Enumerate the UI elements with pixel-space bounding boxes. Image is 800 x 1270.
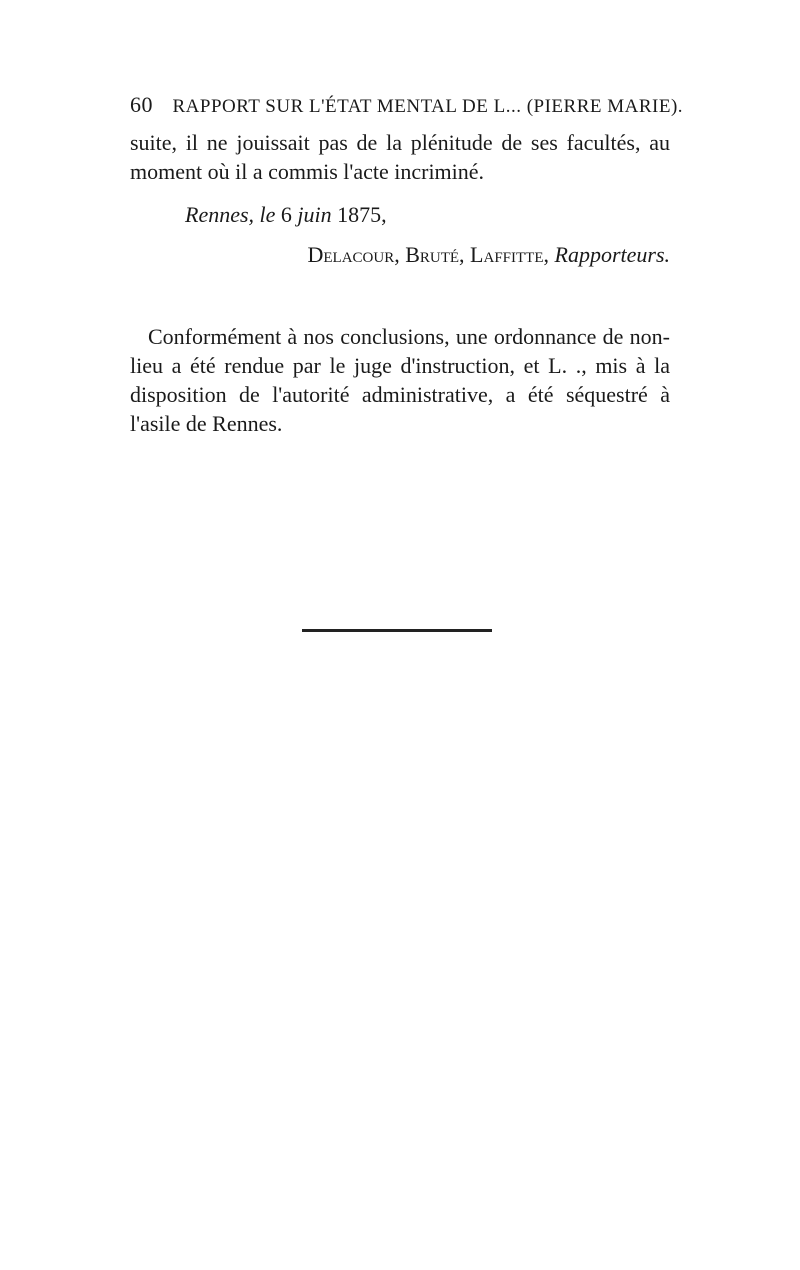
dateline-month: juin <box>297 202 332 227</box>
running-title: RAPPORT SUR L'ÉTAT MENTAL DE L... (PIERRE MARIE). <box>172 96 684 117</box>
dateline-le: le <box>259 202 276 227</box>
section-end-rule <box>302 629 492 632</box>
running-head <box>130 92 684 118</box>
signatory-role: Rapporteurs. <box>554 242 670 267</box>
page-number: 60 <box>130 92 153 117</box>
paragraph-continuation: suite, il ne jouissait pas de la plénitude de ses facultés, au moment où il a commis l'acte incriminé. <box>130 130 670 184</box>
dateline-year: 1875, <box>337 202 387 227</box>
signatory-names: Delacour, Bruté, Laffitte, <box>307 242 549 267</box>
dateline-place: Rennes, <box>185 202 255 227</box>
signatures <box>308 242 671 268</box>
dateline-day: 6 <box>280 202 292 227</box>
paragraph-conclusion: Conformément à nos conclusions, une ordonnance de non-lieu a été rendue par le juge d'instruction, et L. ., mis à la disposition de l'autorité administrative, a été séquestré à l'asile de Rennes. <box>130 324 670 436</box>
dateline <box>185 202 387 228</box>
